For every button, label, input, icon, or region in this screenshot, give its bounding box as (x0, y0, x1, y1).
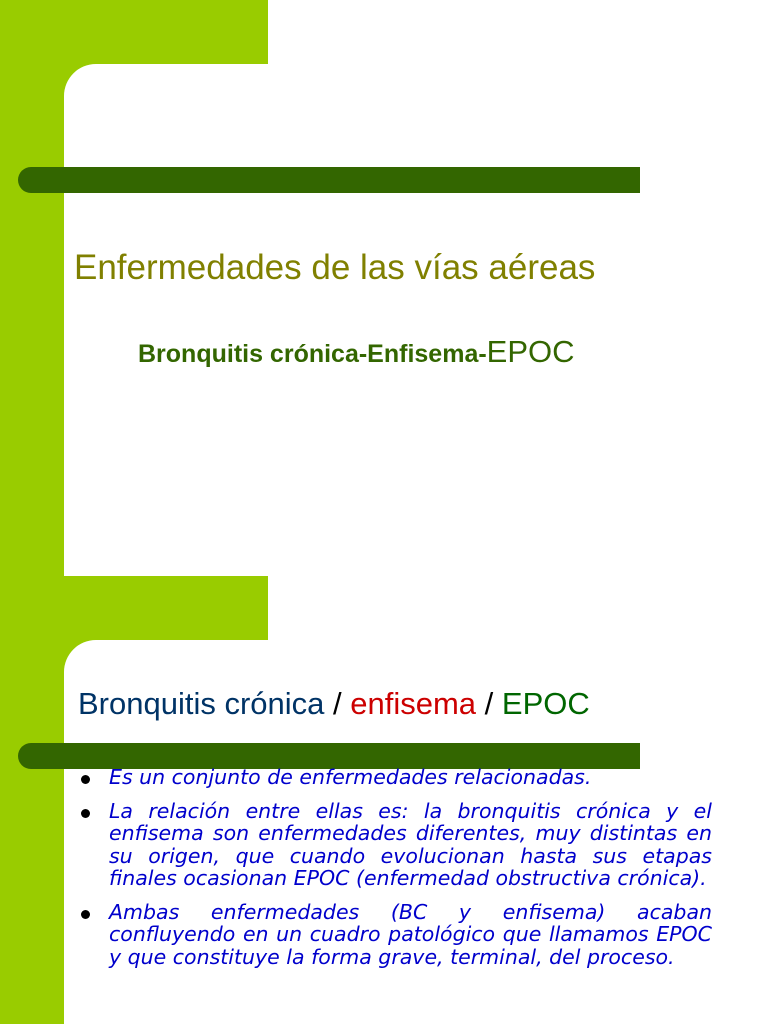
white-content-panel (64, 64, 768, 576)
bullet-dot-icon (81, 809, 90, 818)
bullet-dot-icon (81, 775, 90, 784)
slide-2-title (78, 686, 590, 722)
header-divider-bar (18, 167, 640, 193)
bullet-text: Es un conjunto de enfermedades relacionadas. (109, 765, 592, 789)
bullet-dot-icon (81, 910, 90, 919)
bullet-list (78, 766, 712, 979)
title-enfisema: enfisema (350, 686, 477, 721)
slide-1-title: Enfermedades de las vías aéreas (74, 248, 596, 287)
bullet-item (78, 766, 712, 789)
subtitle-text: Bronquitis crónica-Enfisema- (138, 340, 487, 368)
bullet-text: La relación entre ellas es: la bronquitis crónica y el enfisema son enfermedades diferentes, muy distintas en su origen, que cuando evolucionan hasta sus etapas finales ocasionan EPOC (enfermedad obstructiva crónica). (109, 798, 712, 890)
title-separator: / (476, 686, 502, 721)
bullet-item (78, 901, 712, 969)
bullet-text: Ambas enfermedades (BC y enfisema) acaban confluyendo en un cuadro patológico que llamamos EPOC y que constituye la forma grave, terminal, del proceso. (109, 899, 712, 969)
title-bronquitis: Bronquitis crónica (78, 686, 325, 721)
slide-1-subtitle (138, 334, 575, 370)
title-separator: / (324, 686, 351, 721)
bullet-item (78, 800, 712, 890)
subtitle-epoc: EPOC (486, 334, 575, 369)
title-epoc: EPOC (501, 686, 590, 721)
slide-2 (0, 576, 768, 1024)
